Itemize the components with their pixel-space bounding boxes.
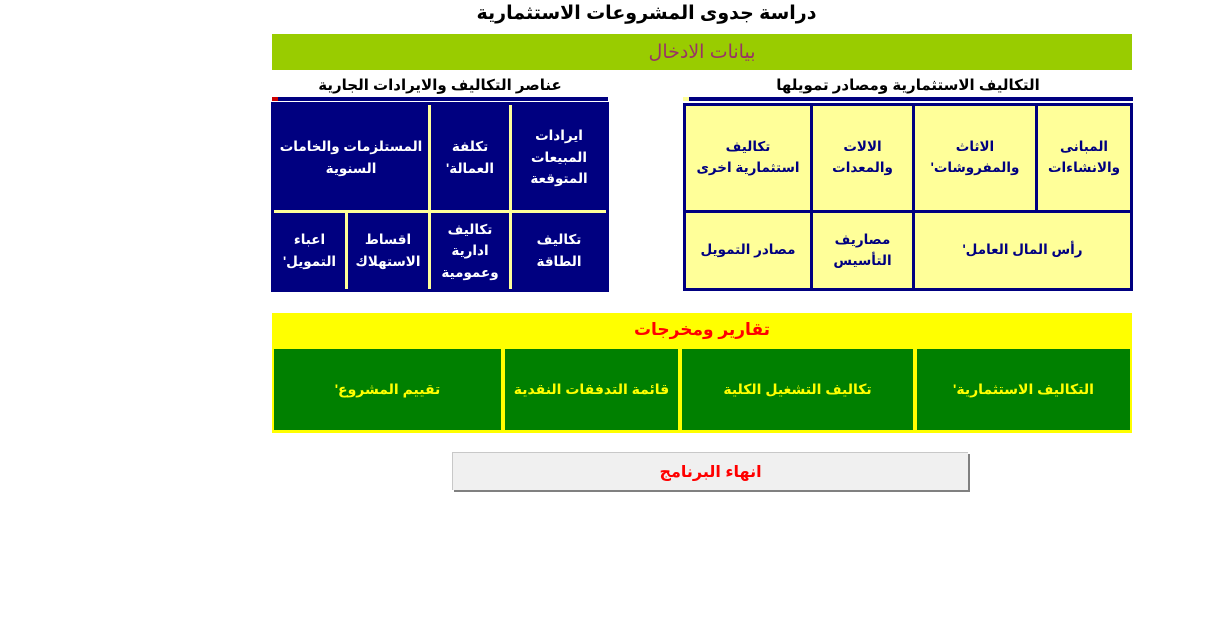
button-furniture-furnishings[interactable]: الاثاث والمفروشات' [915, 106, 1035, 210]
button-other-investment-costs[interactable]: تكاليف استثمارية اخرى [686, 106, 810, 210]
button-labor-cost[interactable]: تكلفة العمالة' [431, 105, 509, 210]
button-project-evaluation-report[interactable]: تقييم المشروع' [274, 349, 501, 430]
reports-section [272, 313, 1132, 433]
button-expected-sales-revenues[interactable]: ايرادات المبيعات المتوقعة [512, 105, 606, 210]
button-energy-costs[interactable]: تكاليف الطاقة [512, 213, 606, 289]
investment-header-underline [683, 97, 1133, 101]
button-annual-supplies-materials[interactable]: المستلزمات والخامات السنوية [274, 105, 428, 210]
reports-banner: تقارير ومخرجات [633, 320, 771, 339]
button-machines-equipment[interactable]: الالات والمعدات [813, 106, 912, 210]
button-working-capital[interactable]: رأس المال العامل' [915, 213, 1130, 288]
exit-program-button[interactable]: انهاء البرنامج [452, 452, 968, 490]
investment-costs-header: التكاليف الاستثمارية ومصادر تمويلها [776, 77, 1040, 94]
button-establishment-expenses[interactable]: مصاريف التأسيس [813, 213, 912, 288]
input-data-banner: بيانات الادخال [272, 34, 1132, 70]
button-cash-flow-statement-report[interactable]: قائمة التدفقات النقدية [505, 349, 678, 430]
button-funding-sources[interactable]: مصادر التمويل [686, 213, 810, 288]
button-investment-costs-report[interactable]: التكاليف الاستثمارية' [917, 349, 1130, 430]
button-total-operating-costs-report[interactable]: تكاليف التشغيل الكلية [682, 349, 913, 430]
running-header-underline [272, 97, 608, 101]
running-costs-header: عناصر التكاليف والايرادات الجارية [318, 77, 562, 94]
investment-costs-grid [683, 103, 1133, 291]
button-financing-charges[interactable]: اعباء التمويل' [274, 213, 345, 289]
button-depreciation-installments[interactable]: اقساط الاستهلاك [348, 213, 428, 289]
button-buildings-constructions[interactable]: المبانى والانشاءات [1038, 106, 1130, 210]
page-title: دراسة جدوى المشروعات الاستثمارية [476, 3, 817, 24]
button-admin-general-costs[interactable]: تكاليف ادارية وعمومية [431, 213, 509, 289]
reports-buttons-row [274, 349, 1130, 430]
running-costs-grid [272, 103, 608, 291]
